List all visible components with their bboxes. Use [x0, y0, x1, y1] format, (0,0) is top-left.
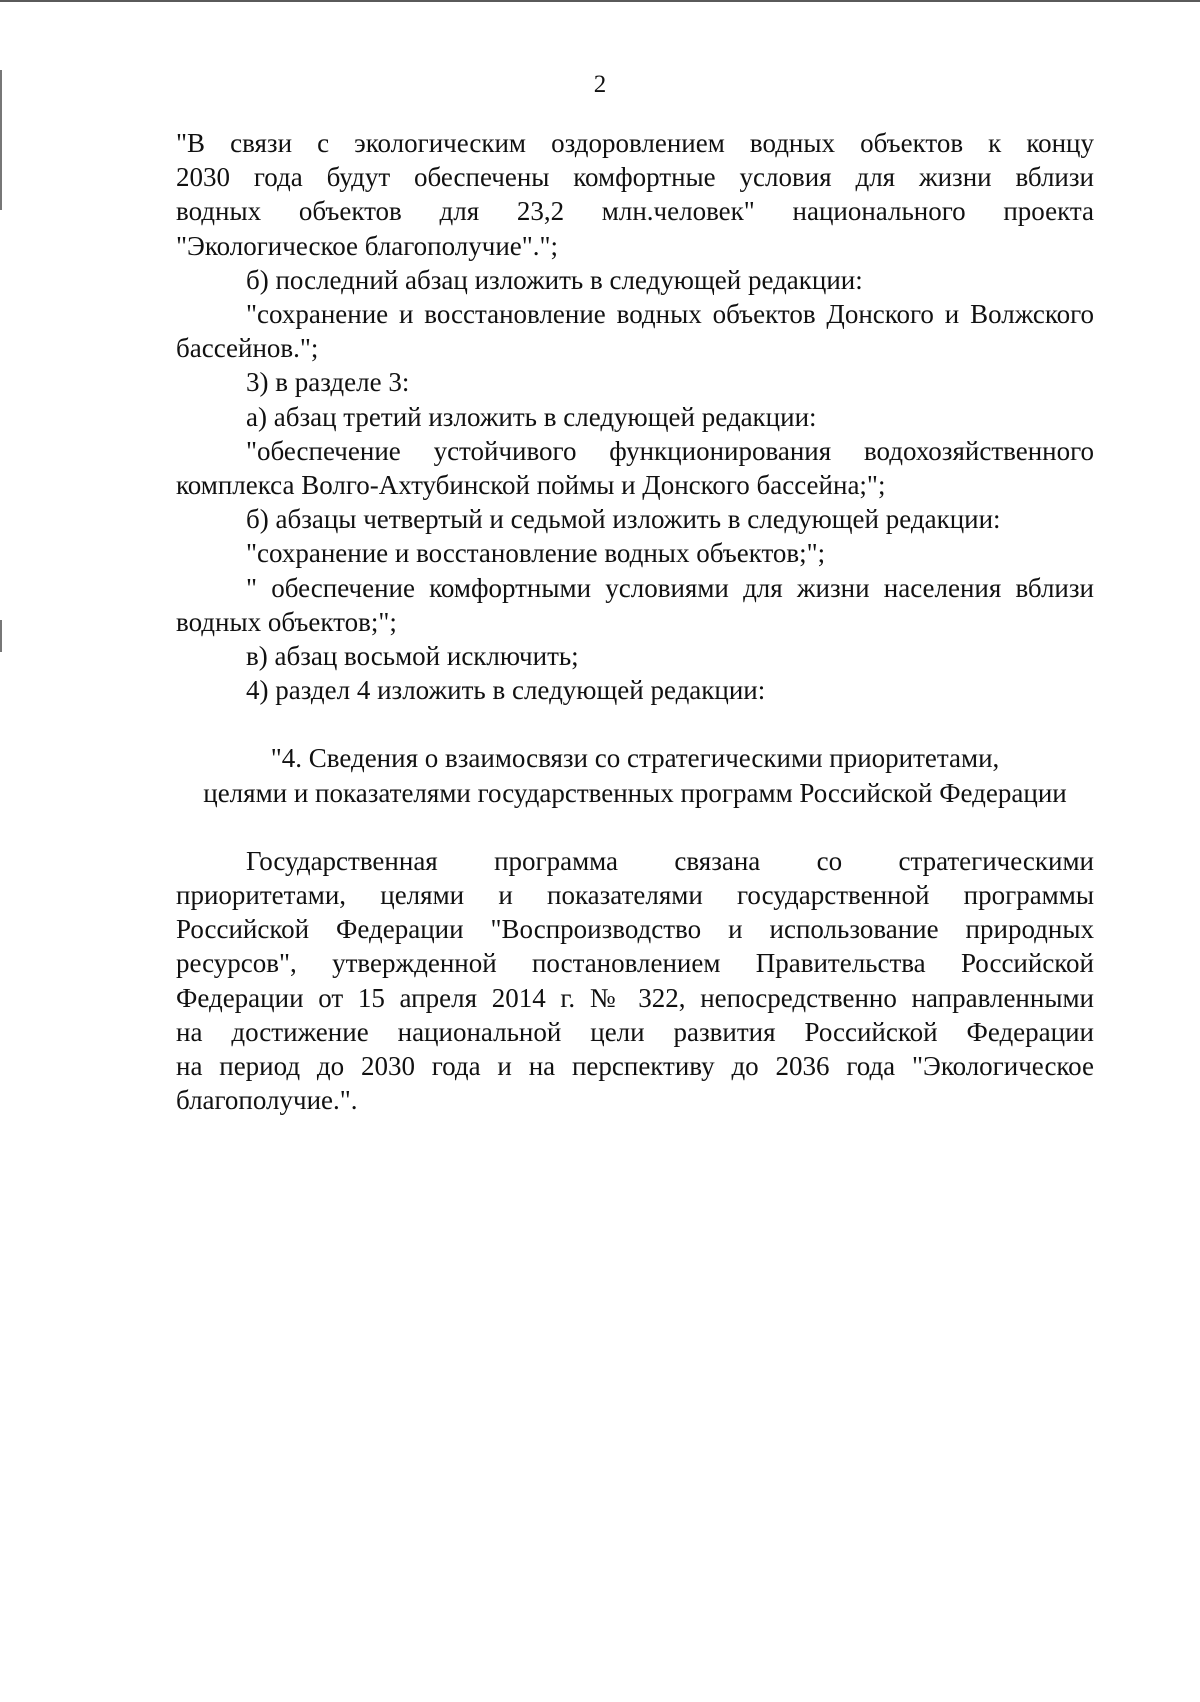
paragraph-item: 4) раздел 4 изложить в следующей редакции: [246, 675, 766, 706]
paragraph-line: Федерации от 15 апреля 2014 г. № 322, непосредственно направленными [176, 982, 1094, 1013]
document-body [176, 126, 1094, 1117]
paragraph-line: ресурсов", утвержденной постановлением Правительства Российской [176, 948, 1094, 979]
paragraph-line: благополучие.". [176, 1085, 358, 1116]
page-number: 2 [593, 71, 607, 98]
paragraph-line: Государственная программа связана со стратегическими [246, 845, 1094, 876]
scan-edge-mark [0, 620, 2, 652]
paragraph-line: бассейнов."; [176, 333, 319, 364]
paragraph-line: на период до 2030 года и на перспективу до 2036 года "Экологическое [176, 1051, 1094, 1082]
paragraph-line: на достижение национальной цели развития Российской Федерации [176, 1016, 1094, 1047]
paragraph-item: б) последний абзац изложить в следующей редакции: [246, 264, 863, 295]
paragraph-line: водных объектов;"; [176, 606, 397, 637]
paragraph-item: б) абзацы четвертый и седьмой изложить в следующей редакции: [246, 504, 1001, 535]
scan-edge-top [0, 0, 1200, 2]
paragraph-quote-line: "Экологическое благополучие"."; [176, 230, 559, 261]
paragraph-quote-line: "В связи с экологическим оздоровлением водных объектов к концу [176, 128, 1094, 158]
paragraph-line: " обеспечение комфортными условиями для жизни населения вблизи [246, 572, 1094, 603]
paragraph-item: "сохранение и восстановление водных объектов;"; [246, 538, 826, 569]
paragraph-line: приоритетами, целями и показателями государственной программы [176, 880, 1094, 911]
paragraph-quote-line: водных объектов для 23,2 млн.человек" национального проекта [176, 196, 1094, 227]
paragraph-line: Российской Федерации "Воспроизводство и использование природных [176, 914, 1094, 945]
paragraph-item: в) абзац восьмой исключить; [246, 641, 579, 672]
section-heading [176, 741, 1094, 809]
paragraph-line: комплекса Волго-Ахтубинской поймы и Донского бассейна;"; [176, 470, 886, 501]
section-heading-line: "4. Сведения о взаимосвязи со стратегическими приоритетами, [270, 743, 1000, 774]
paragraph-item: 3) в разделе 3: [246, 367, 410, 398]
paragraph-item: а) абзац третий изложить в следующей редакции: [246, 401, 817, 432]
section-heading-line: целями и показателями государственных программ Российской Федерации [203, 777, 1067, 808]
paragraph-line: "сохранение и восстановление водных объектов Донского и Волжского [246, 299, 1094, 330]
paragraph-quote-line: 2030 года будут обеспечены комфортные условия для жизни вблизи [176, 162, 1094, 193]
paragraph-line: "обеспечение устойчивого функционирования водохозяйственного [246, 435, 1094, 466]
